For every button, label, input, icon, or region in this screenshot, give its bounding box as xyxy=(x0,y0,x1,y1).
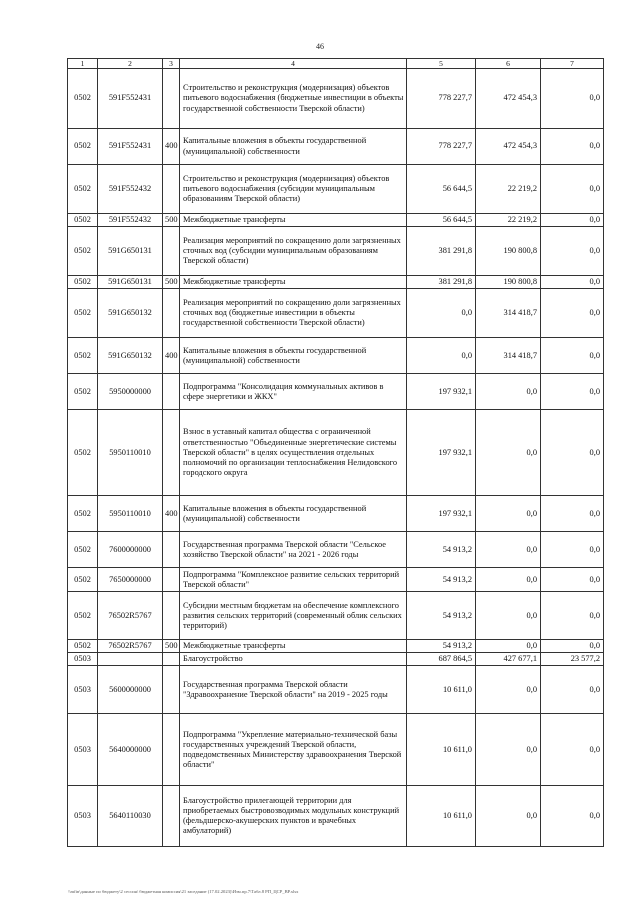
item-name: Строительство и реконструкция (модернизация) объектов питьевого водоснабжения (субсидии муниципальным образованиям Тверской области) xyxy=(180,165,407,214)
item-name: Капитальные вложения в объекты государственной (муниципальной) собственности xyxy=(180,338,407,374)
expense-type-code: 500 xyxy=(163,276,180,289)
target-code: 591G650132 xyxy=(98,289,163,338)
item-name: Строительство и реконструкция (модернизация) объектов питьевого водоснабжения (бюджетные инвестиции в объекты государственной собственности Тверской области) xyxy=(180,69,407,129)
section-code: 0502 xyxy=(68,410,98,496)
section-code: 0502 xyxy=(68,592,98,640)
expense-type-code xyxy=(163,532,180,568)
expense-type-code: 400 xyxy=(163,338,180,374)
table-row xyxy=(68,227,604,276)
item-name: Межбюджетные трансферты xyxy=(180,276,407,289)
page-number: 46 xyxy=(316,42,324,51)
section-code: 0502 xyxy=(68,129,98,165)
amount-col5: 54 913,2 xyxy=(407,592,476,640)
amount-col7: 0,0 xyxy=(541,568,604,592)
table-row xyxy=(68,165,604,214)
amount-col6: 22 219,2 xyxy=(476,214,541,227)
expense-type-code xyxy=(163,374,180,410)
section-code: 0503 xyxy=(68,714,98,786)
amount-col7: 0,0 xyxy=(541,129,604,165)
amount-col6: 427 677,1 xyxy=(476,653,541,666)
amount-col6: 190 800,8 xyxy=(476,276,541,289)
amount-col7: 23 577,2 xyxy=(541,653,604,666)
target-code: 591G650132 xyxy=(98,338,163,374)
amount-col6: 472 454,3 xyxy=(476,69,541,129)
amount-col6: 0,0 xyxy=(476,592,541,640)
amount-col5: 197 932,1 xyxy=(407,374,476,410)
column-header: 3 xyxy=(163,59,180,69)
amount-col5: 197 932,1 xyxy=(407,410,476,496)
table-row xyxy=(68,640,604,653)
target-code: 76502R5767 xyxy=(98,592,163,640)
amount-col6: 0,0 xyxy=(476,496,541,532)
section-code: 0502 xyxy=(68,69,98,129)
table-row xyxy=(68,338,604,374)
section-code: 0503 xyxy=(68,653,98,666)
file-path-footer: \\mfin\данные по бюджету\2 сессия\ бюджетная комиссия\21 заседание (17.02.2023)\Изм.пр.7\Табл.8 РП_ЦСР_ВР.xlsx xyxy=(68,889,299,894)
amount-col6: 0,0 xyxy=(476,568,541,592)
item-name: Реализация мероприятий по сокращению доли загрязненных сточных вод (субсидии муниципальным образованиям Тверской области) xyxy=(180,227,407,276)
item-name: Капитальные вложения в объекты государственной (муниципальной) собственности xyxy=(180,496,407,532)
expense-type-code xyxy=(163,165,180,214)
amount-col5: 56 644,5 xyxy=(407,214,476,227)
table-row xyxy=(68,129,604,165)
amount-col5: 54 913,2 xyxy=(407,640,476,653)
column-header: 4 xyxy=(180,59,407,69)
target-code: 5950110010 xyxy=(98,410,163,496)
expense-type-code xyxy=(163,653,180,666)
amount-col6: 0,0 xyxy=(476,786,541,847)
target-code: 5640000000 xyxy=(98,714,163,786)
amount-col7: 0,0 xyxy=(541,532,604,568)
item-name: Подпрограмма "Консолидация коммунальных активов в сфере энергетики и ЖКХ" xyxy=(180,374,407,410)
table-row xyxy=(68,714,604,786)
amount-col7: 0,0 xyxy=(541,227,604,276)
column-header: 5 xyxy=(407,59,476,69)
expense-type-code xyxy=(163,786,180,847)
amount-col7: 0,0 xyxy=(541,276,604,289)
expense-type-code: 500 xyxy=(163,640,180,653)
section-code: 0502 xyxy=(68,338,98,374)
expense-type-code: 400 xyxy=(163,129,180,165)
amount-col5: 197 932,1 xyxy=(407,496,476,532)
amount-col5: 687 864,5 xyxy=(407,653,476,666)
amount-col5: 778 227,7 xyxy=(407,129,476,165)
target-code: 591G650131 xyxy=(98,276,163,289)
amount-col5: 10 611,0 xyxy=(407,714,476,786)
expense-type-code: 500 xyxy=(163,214,180,227)
item-name: Взнос в уставный капитал общества с ограниченной ответственностью "Объединенные энергетические системы Тверской области" в целях осуществления отдельных полномочий по организации теплоснабжения Нелидовского городского округа xyxy=(180,410,407,496)
table-row xyxy=(68,276,604,289)
amount-col6: 0,0 xyxy=(476,714,541,786)
amount-col7: 0,0 xyxy=(541,666,604,714)
amount-col6: 0,0 xyxy=(476,410,541,496)
table-row xyxy=(68,786,604,847)
section-code: 0502 xyxy=(68,289,98,338)
table-row xyxy=(68,496,604,532)
item-name: Межбюджетные трансферты xyxy=(180,214,407,227)
target-code: 591F552431 xyxy=(98,69,163,129)
column-header: 6 xyxy=(476,59,541,69)
table-row xyxy=(68,214,604,227)
amount-col5: 10 611,0 xyxy=(407,786,476,847)
amount-col6: 190 800,8 xyxy=(476,227,541,276)
amount-col6: 0,0 xyxy=(476,532,541,568)
amount-col6: 314 418,7 xyxy=(476,338,541,374)
amount-col7: 0,0 xyxy=(541,214,604,227)
amount-col5: 54 913,2 xyxy=(407,568,476,592)
amount-col6: 472 454,3 xyxy=(476,129,541,165)
amount-col5: 381 291,8 xyxy=(407,227,476,276)
expense-type-code xyxy=(163,568,180,592)
section-code: 0502 xyxy=(68,227,98,276)
item-name: Реализация мероприятий по сокращению доли загрязненных сточных вод (бюджетные инвестиции в объекты государственной собственности Тверской области) xyxy=(180,289,407,338)
expense-type-code xyxy=(163,69,180,129)
amount-col5: 0,0 xyxy=(407,289,476,338)
amount-col6: 0,0 xyxy=(476,666,541,714)
table-row xyxy=(68,289,604,338)
amount-col7: 0,0 xyxy=(541,410,604,496)
amount-col6: 22 219,2 xyxy=(476,165,541,214)
table-row xyxy=(68,666,604,714)
target-code: 5640110030 xyxy=(98,786,163,847)
column-header: 2 xyxy=(98,59,163,69)
table-row xyxy=(68,410,604,496)
amount-col5: 0,0 xyxy=(407,338,476,374)
item-name: Межбюджетные трансферты xyxy=(180,640,407,653)
section-code: 0503 xyxy=(68,786,98,847)
amount-col7: 0,0 xyxy=(541,592,604,640)
table-row xyxy=(68,568,604,592)
target-code: 7600000000 xyxy=(98,532,163,568)
amount-col6: 314 418,7 xyxy=(476,289,541,338)
amount-col7: 0,0 xyxy=(541,714,604,786)
amount-col7: 0,0 xyxy=(541,69,604,129)
item-name: Подпрограмма "Комплексное развитие сельских территорий Тверской области" xyxy=(180,568,407,592)
amount-col5: 778 227,7 xyxy=(407,69,476,129)
item-name: Капитальные вложения в объекты государственной (муниципальной) собственности xyxy=(180,129,407,165)
amount-col7: 0,0 xyxy=(541,289,604,338)
amount-col7: 0,0 xyxy=(541,165,604,214)
target-code: 591G650131 xyxy=(98,227,163,276)
target-code: 591F552432 xyxy=(98,214,163,227)
expense-type-code: 400 xyxy=(163,496,180,532)
section-code: 0503 xyxy=(68,666,98,714)
target-code: 591F552431 xyxy=(98,129,163,165)
expense-type-code xyxy=(163,227,180,276)
section-code: 0502 xyxy=(68,532,98,568)
table-row xyxy=(68,653,604,666)
target-code: 5950000000 xyxy=(98,374,163,410)
amount-col5: 10 611,0 xyxy=(407,666,476,714)
section-code: 0502 xyxy=(68,374,98,410)
item-name: Государственная программа Тверской области "Сельское хозяйство Тверской области" на 2021 - 2026 годы xyxy=(180,532,407,568)
table-row xyxy=(68,69,604,129)
amount-col5: 56 644,5 xyxy=(407,165,476,214)
amount-col7: 0,0 xyxy=(541,496,604,532)
expense-type-code xyxy=(163,666,180,714)
amount-col6: 0,0 xyxy=(476,374,541,410)
item-name: Благоустройство прилегающей территории для приобретаемых быстровозводимых модульных конструкций (фельдшерско-акушерских пунктов и врачебных амбулаторий) xyxy=(180,786,407,847)
header-row xyxy=(68,59,604,69)
amount-col7: 0,0 xyxy=(541,338,604,374)
section-code: 0502 xyxy=(68,640,98,653)
budget-table xyxy=(67,58,604,847)
target-code: 591F552432 xyxy=(98,165,163,214)
table-row xyxy=(68,592,604,640)
item-name: Благоустройство xyxy=(180,653,407,666)
expense-type-code xyxy=(163,410,180,496)
expense-type-code xyxy=(163,714,180,786)
amount-col7: 0,0 xyxy=(541,374,604,410)
table-row xyxy=(68,374,604,410)
section-code: 0502 xyxy=(68,276,98,289)
target-code: 76502R5767 xyxy=(98,640,163,653)
amount-col5: 54 913,2 xyxy=(407,532,476,568)
expense-type-code xyxy=(163,289,180,338)
section-code: 0502 xyxy=(68,496,98,532)
item-name: Государственная программа Тверской области "Здравоохранение Тверской области" на 2019 - 2025 годы xyxy=(180,666,407,714)
table-row xyxy=(68,532,604,568)
target-code xyxy=(98,653,163,666)
target-code: 7650000000 xyxy=(98,568,163,592)
amount-col7: 0,0 xyxy=(541,786,604,847)
amount-col5: 381 291,8 xyxy=(407,276,476,289)
target-code: 5600000000 xyxy=(98,666,163,714)
column-header: 7 xyxy=(541,59,604,69)
target-code: 5950110010 xyxy=(98,496,163,532)
amount-col7: 0,0 xyxy=(541,640,604,653)
amount-col6: 0,0 xyxy=(476,640,541,653)
expense-type-code xyxy=(163,592,180,640)
item-name: Подпрограмма "Укрепление материально-технической базы государственных учреждений Тверской области, подведомственных Министерству здравоохранения Тверской области" xyxy=(180,714,407,786)
section-code: 0502 xyxy=(68,165,98,214)
item-name: Субсидии местным бюджетам на обеспечение комплексного развития сельских территорий (современный облик сельских территорий) xyxy=(180,592,407,640)
column-header: 1 xyxy=(68,59,98,69)
section-code: 0502 xyxy=(68,568,98,592)
section-code: 0502 xyxy=(68,214,98,227)
